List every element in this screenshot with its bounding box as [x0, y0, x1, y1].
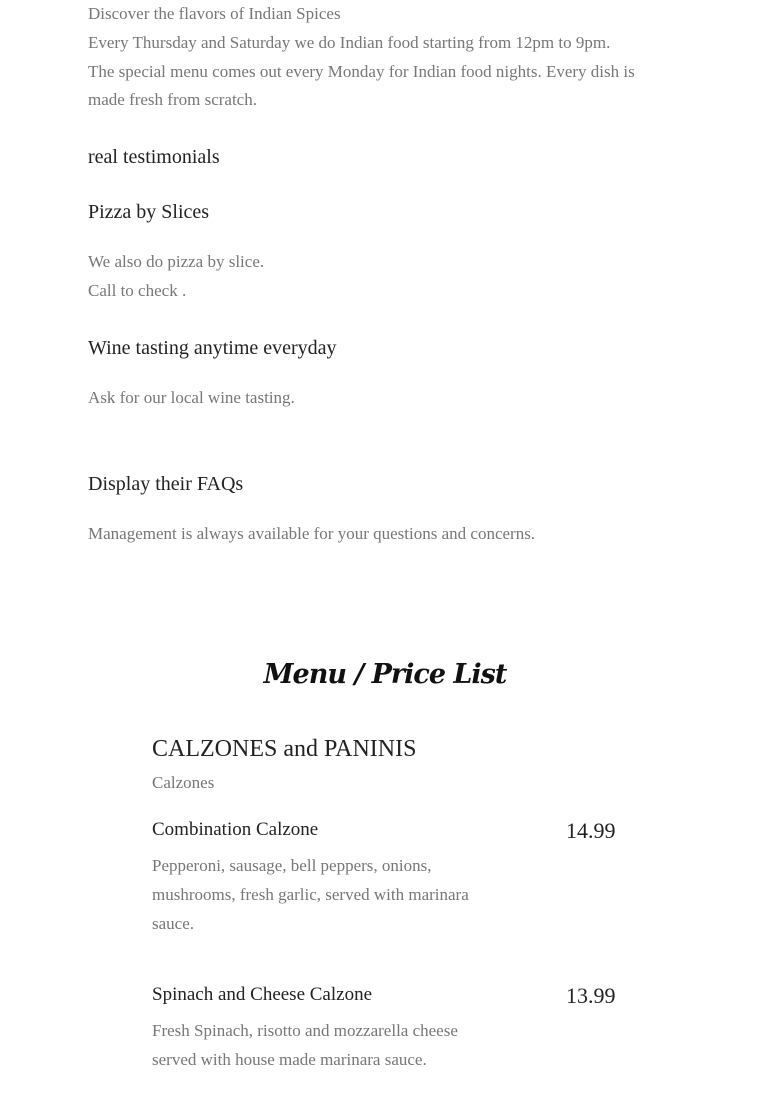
menu-item-name: Combination Calzone [152, 819, 319, 840]
pizza-heading: Pizza by Slices [88, 201, 210, 223]
testimonials-heading: real testimonials [88, 146, 220, 168]
menu-item-description: Pepperoni, sausage, bell peppers, onions, mushrooms, fresh garlic, served with marinara sauce. [152, 856, 469, 933]
faq-line-1: Management is always available for your questions and concerns. [88, 524, 536, 543]
intro-line-2: Every Thursday and Saturday we do Indian food starting from 12pm to 9pm. [88, 33, 611, 52]
menu-item-price: 14.99 [566, 818, 616, 843]
menu-category-subtitle: Calzones [152, 773, 215, 792]
menu-item-description: Fresh Spinach, risotto and mozzarella cheese served with house made marinara sauce. [152, 1021, 458, 1069]
menu-category-title: CALZONES and PANINIS [152, 736, 417, 762]
menu-title: Menu / Price List [263, 659, 507, 690]
pizza-line-1: We also do pizza by slice. [88, 252, 265, 271]
menu-item-name: Spinach and Cheese Calzone [152, 984, 373, 1005]
faq-heading: Display their FAQs [88, 473, 244, 495]
intro-line-1: Discover the flavors of Indian Spices [88, 4, 341, 23]
wine-heading: Wine tasting anytime everyday [88, 337, 337, 359]
intro-line-3b: made fresh from scratch. [88, 90, 257, 109]
intro-line-3a: The special menu comes out every Monday for Indian food nights. Every dish is [88, 62, 635, 81]
pizza-line-2: Call to check . [88, 281, 187, 300]
wine-line-1: Ask for our local wine tasting. [88, 388, 295, 407]
menu-item-price: 13.99 [566, 983, 616, 1008]
